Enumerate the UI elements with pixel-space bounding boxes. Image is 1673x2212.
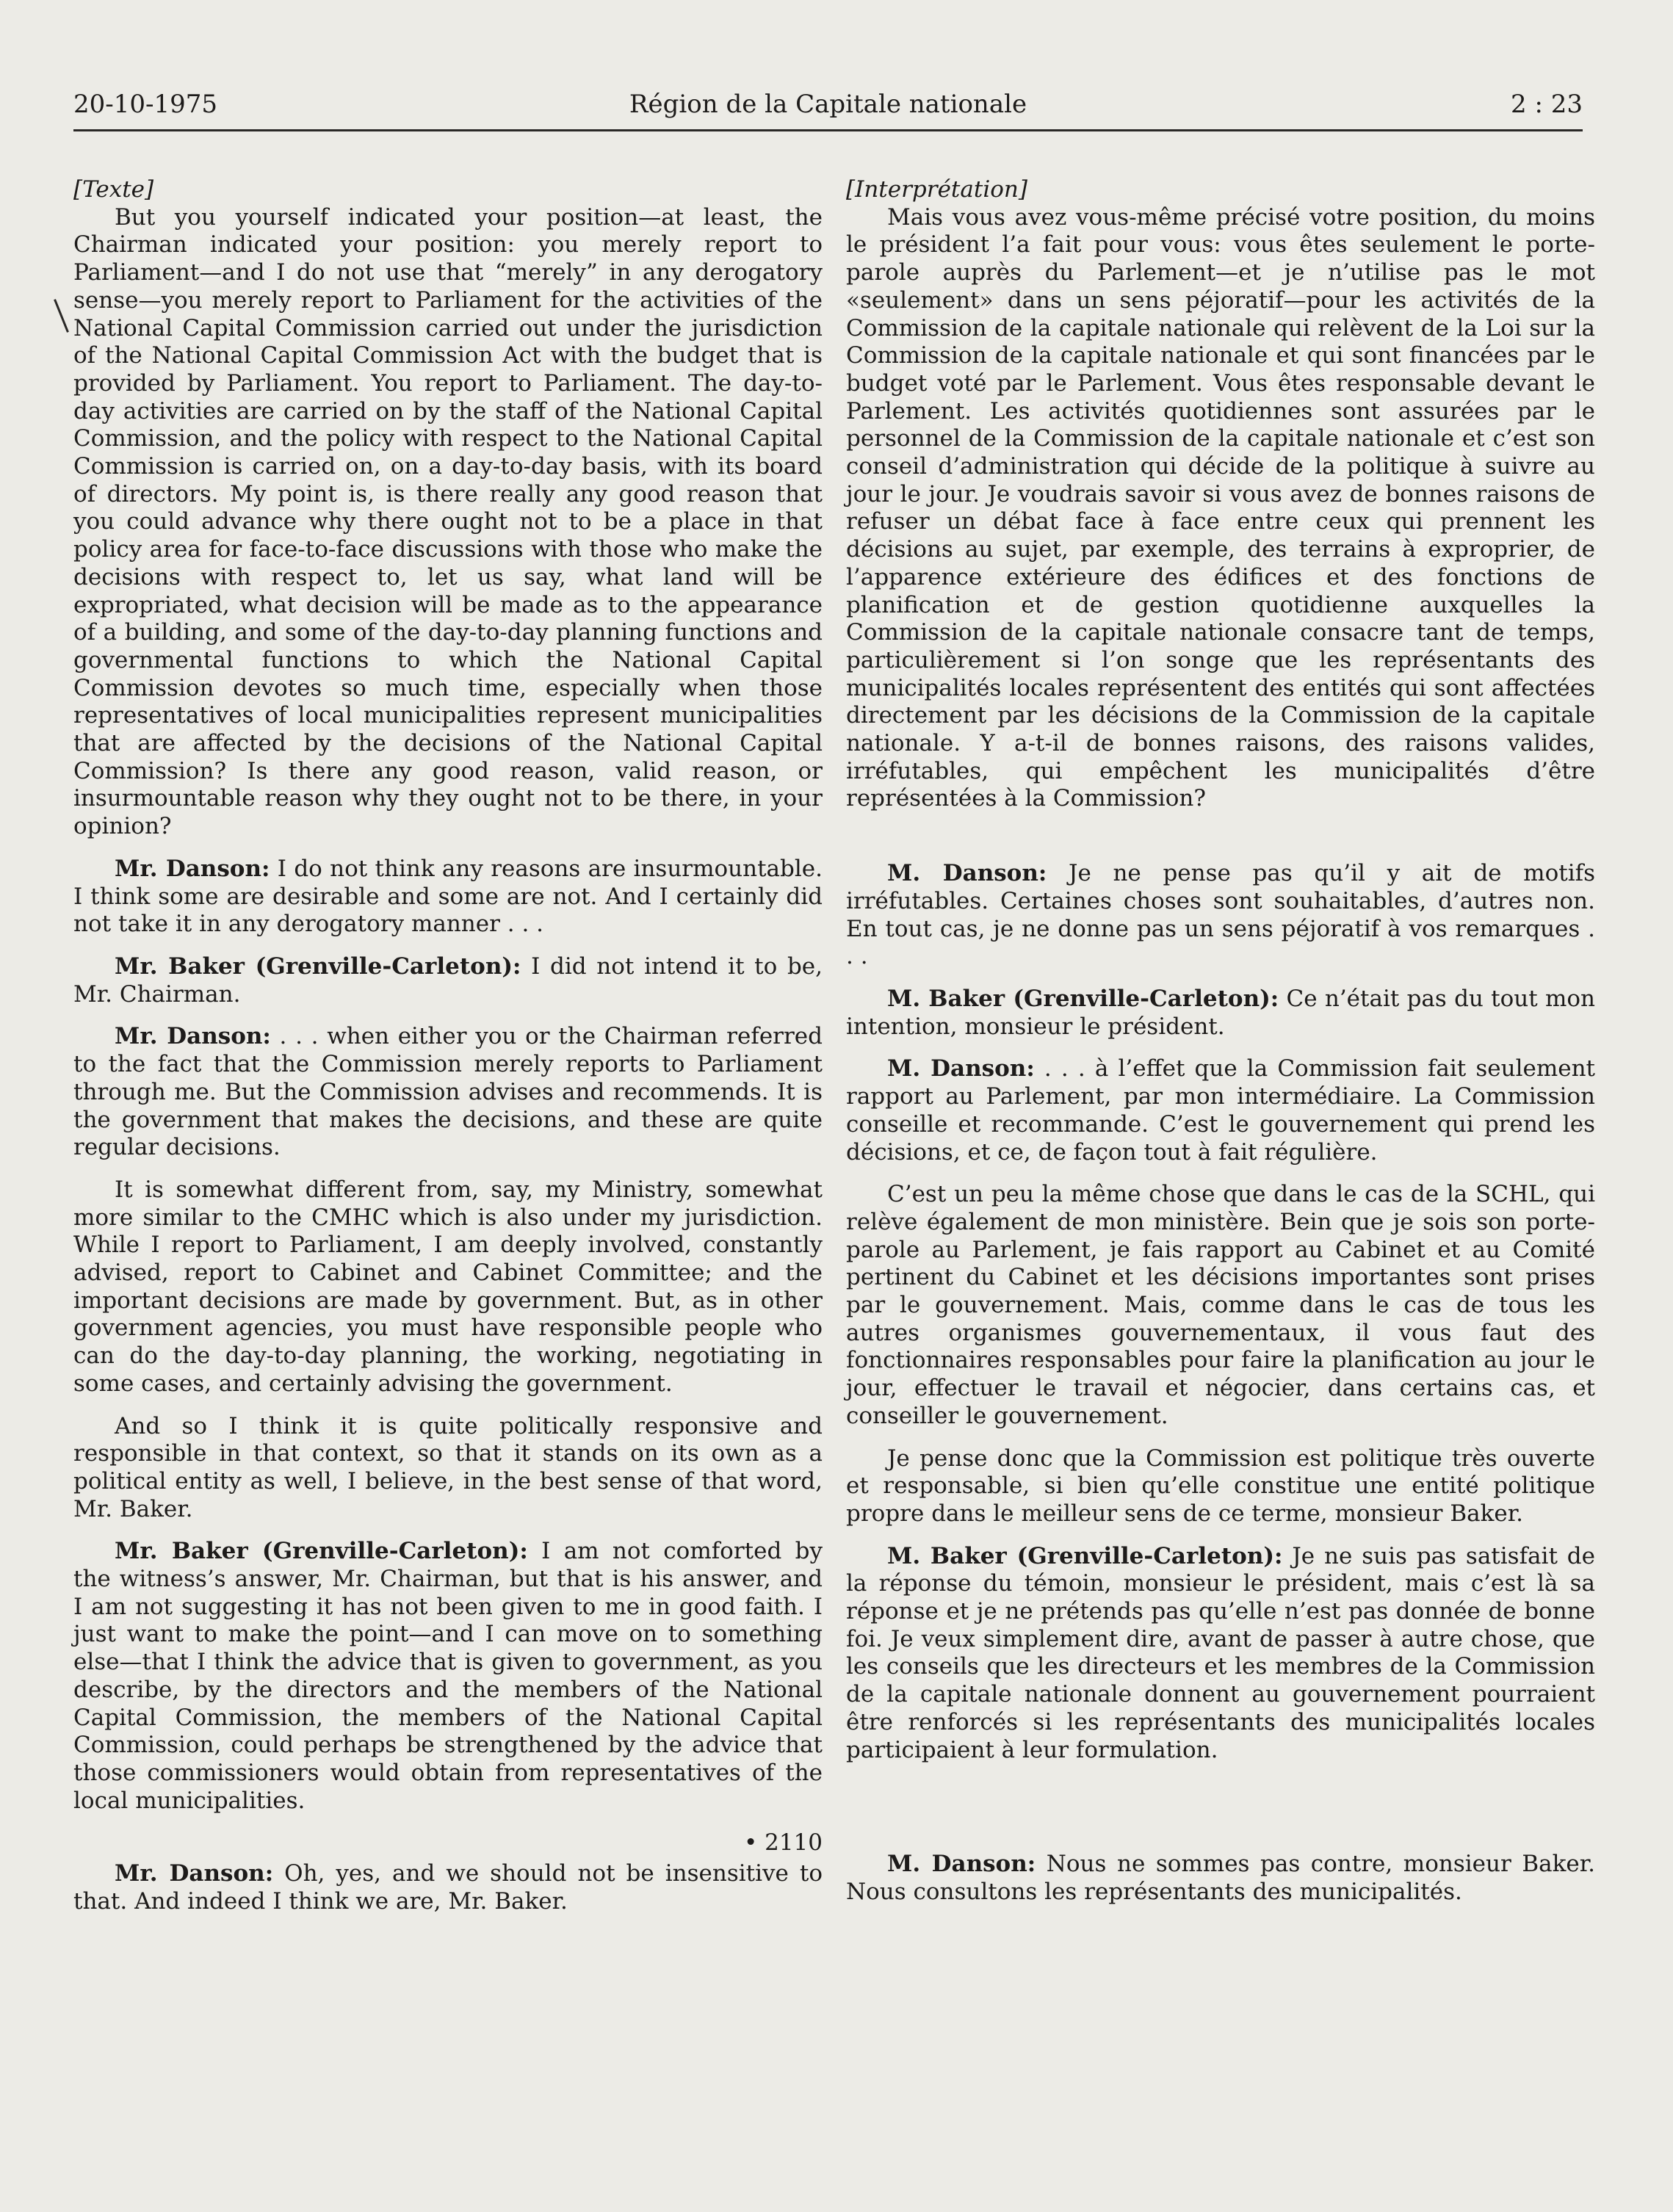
speech: Nous ne sommes pas contre, monsieur Baker. Nous consultons les représentants des municipalités. (846, 1851, 1595, 1905)
paragraph: And so I think it is quite politically responsive and responsible in that context, so that it stands on its own as a political entity as well, I believe, in the best sense of that word, Mr. Baker. (73, 1412, 823, 1522)
paragraph (846, 1543, 1595, 1765)
paragraph (73, 1538, 823, 1815)
paragraph: It is somewhat different from, say, my Ministry, somewhat more similar to the CMHC which is also under my jurisdiction. While I report to Parliament, I am deeply involved, constantly advised, report to Cabinet and Cabinet Committee; and the important decisions are made by government. But, as in other government agencies, you must have responsible people who can do the day-to-day planning, the working, negotiating in some cases, and certainly advising the government. (73, 1176, 823, 1397)
speaker: M. Baker (Grenville-Carleton): (887, 1542, 1283, 1569)
speech: I did not intend it to be, Mr. Chairman. (73, 953, 823, 1008)
speech: I do not think any reasons are insurmountable. I think some are desirable and some are not. And I certainly did not take it in any derogatory manner . . . (73, 855, 823, 938)
header-date: 20-10-1975 (73, 90, 218, 119)
speaker: M. Danson: (887, 860, 1047, 887)
margin-mark (54, 299, 69, 333)
speaker: Mr. Danson: (115, 855, 270, 882)
french-column (846, 176, 1595, 1906)
header-title: Région de la Capitale nationale (629, 90, 1027, 119)
speaker: M. Baker (Grenville-Carleton): (887, 985, 1279, 1012)
page-header (73, 88, 1583, 128)
speech: Je ne suis pas satisfait de la réponse du témoin, monsieur le président, mais c’est là sa réponse et je ne prétends pas qu’elle n’est pas donnée de bonne foi. Je veux simplement dire, avant de passer à autre chose, que les conseils que les directeurs et les membres de la Commission de la capitale nationale donnent au gouvernement pourraient être renforcés si les représentants des municipalités locales participaient à leur formulation. (846, 1542, 1595, 1763)
paragraph (73, 953, 823, 1008)
paragraph (73, 1023, 823, 1162)
speaker: Mr. Danson: (115, 1023, 271, 1050)
paragraph (846, 986, 1595, 1041)
paragraph: Je pense donc que la Commission est politique très ouverte et responsable, si bien qu’elle constitue une entité politique propre dans le meilleur sens de ce terme, monsieur Baker. (846, 1445, 1595, 1527)
paragraph (846, 1055, 1595, 1166)
english-column (73, 176, 823, 1915)
speaker: Mr. Baker (Grenville-Carleton): (115, 1538, 528, 1565)
paragraph (846, 1851, 1595, 1906)
paragraph (73, 856, 823, 939)
interpretation-marker: [Interprétation] (846, 176, 1027, 203)
header-page-number: 2 : 23 (1511, 90, 1583, 119)
speech: . . . when either you or the Chairman referred to the fact that the Commission merely reports to Parliament through me. But the Commission advises and recommends. It is the government that makes the decisions, and these are quite regular decisions. (73, 1023, 823, 1161)
speech: Je ne pense pas qu’il y ait de motifs irréfutables. Certaines choses sont souhaitables, d’autres non. En tout cas, je ne donne pas un sens péjoratif à vos remarques . . . (846, 860, 1595, 970)
text-marker: [Texte] (73, 176, 154, 203)
speech: I am not comforted by the witness’s answer, Mr. Chairman, but that is his answer, and I am not suggesting it has not been given to me in good faith. I just want to make the point—and I can move on to something else—that I think the advice that is given to government, as you describe, by the directors and the members of the National Capital Commission, the members of the National Capital Commission, could perhaps be strengthened by the advice that those commissioners would obtain from representatives of the local municipalities. (73, 1538, 823, 1814)
header-rule (73, 129, 1583, 131)
paragraph: But you yourself indicated your position—at least, the Chairman indicated your position: you merely report to Parliament—and I do not use that “merely” in any derogatory sense—you merely report to Parliament for the activities of the National Capital Commission carried out under the jurisdiction of the National Capital Commission Act with the budget that is provided by Parliament. You report to Parliament. The day-to-day activities are carried on by the staff of the National Capital Commission, and the policy with respect to the National Capital Commission is carried on, on a day-to-day basis, with its board of directors. My point is, is there really any good reason that you could advance why there ought not to be a place in that policy area for face-to-face discussions with those who make the decisions with respect to, let us say, what land will be expropriated, what decision will be made as to the appearance of a building, and some of the day-to-day planning functions and governmental functions to which the National Capital Commission devotes so much time, especially when those representatives of local municipalities represent municipalities that are affected by the decisions of the National Capital Commission? Is there any good reason, valid reason, or insurmountable reason why they ought not to be there, in your opinion? (73, 203, 823, 840)
speech: . . . à l’effet que la Commission fait seulement rapport au Parlement, par mon intermédiaire. La Commission conseille et recommande. C’est le gouvernement qui prend les décisions, et ce, de façon tout à fait régulière. (846, 1055, 1595, 1165)
speaker: Mr. Baker (Grenville-Carleton): (115, 953, 521, 980)
speaker: M. Danson: (887, 1851, 1036, 1878)
speaker: Mr. Danson: (115, 1860, 274, 1887)
time-stamp: • 2110 (743, 1829, 823, 1857)
speech: Ce n’était pas du tout mon intention, monsieur le président. (846, 985, 1596, 1040)
paragraph (846, 860, 1595, 971)
paragraph (73, 1860, 823, 1915)
speech: Oh, yes, and we should not be insensitive to that. And indeed I think we are, Mr. Baker. (73, 1860, 823, 1915)
paragraph: Mais vous avez vous-même précisé votre position, du moins le président l’a fait pour vous: vous êtes seulement le porte-parole auprès du Parlement—et je n’utilise pas le mot «seulement» dans un sens péjoratif—pour les activités de la Commission de la capitale nationale qui relèvent de la Loi sur la Commission de la capitale nationale et qui sont financées par le budget voté par le Parlement. Vous êtes responsable devant le Parlement. Les activités quotidiennes sont assurées par le personnel de la Commission de la capitale nationale et c’est son conseil d’administration qui décide de la politique à suivre au jour le jour. Je voudrais savoir si vous avez de bonnes raisons de refuser un débat face à face entre ceux qui prennent les décisions au sujet, par exemple, des terrains à exproprier, de l’apparence extérieure des édifices et des fonctions de planification et de gestion quotidienne auxquelles la Commission de la capitale nationale consacre tant de temps, particulièrement si l’on songe que les représentants des municipalités locales représentent des entités qui sont affectées directement par les décisions de la Commission de la capitale nationale. Y a-t-il de bonnes raisons, des raisons valides, irréfutables, qui empêchent les municipalités d’être représentées à la Commission? (846, 203, 1595, 812)
paragraph: C’est un peu la même chose que dans le cas de la SCHL, qui relève également de mon ministère. Bein que je sois son porte-parole au Parlement, je fais rapport au Cabinet et au Comité pertinent du Cabinet et les décisions importantes sont prises par le gouvernement. Mais, comme dans le cas de tous les autres organismes gouvernementaux, il vous faut des fonctionnaires responsables pour faire la planification au jour le jour, effectuer le travail et négocier, dans certains cas, et conseiller le gouvernement. (846, 1181, 1595, 1429)
speaker: M. Danson: (887, 1055, 1035, 1082)
